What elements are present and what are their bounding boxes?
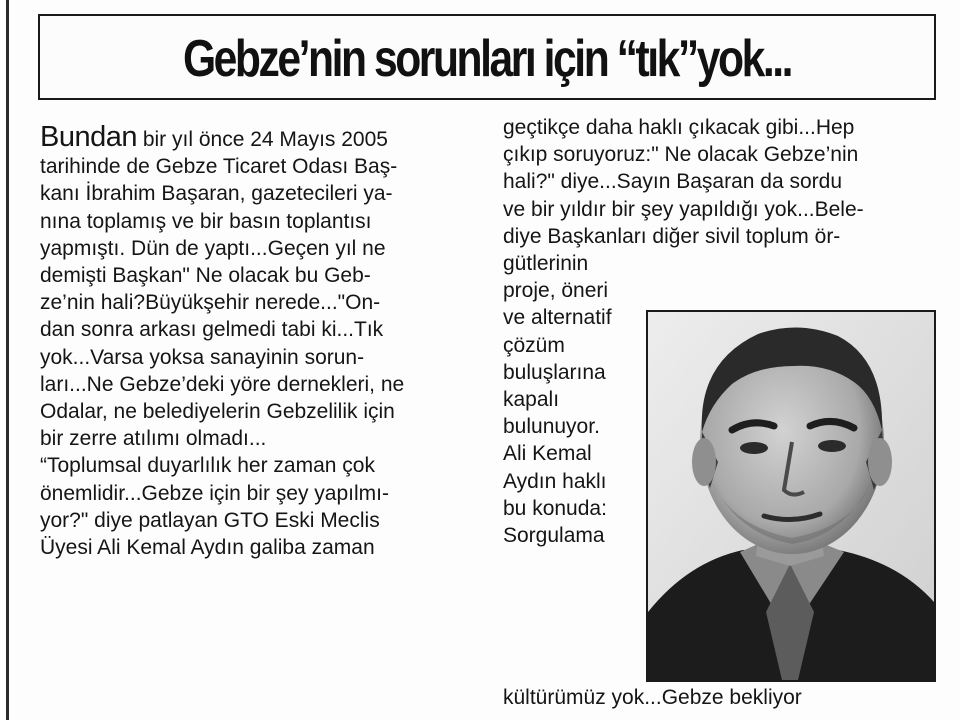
right-line: diye Başkanları diğer sivil toplum ör- bbox=[503, 224, 841, 248]
left-line: kanı İbrahim Başaran, gazetecileri ya- bbox=[40, 182, 393, 206]
portrait-photo bbox=[646, 310, 936, 682]
right-narrow-line: Sorgulama bbox=[503, 524, 605, 548]
left-column bbox=[40, 121, 480, 561]
right-line: hali?" diye...Sayın Başaran da sordu bbox=[503, 170, 842, 194]
left-line: ları...Ne Gebze’deki yöre dernekleri, ne bbox=[40, 372, 405, 396]
left-line: yapmıştı. Dün de yaptı...Geçen yıl ne bbox=[40, 236, 386, 260]
right-narrow-line: ve alternatif bbox=[503, 306, 612, 330]
right-narrow-line: kapalı bbox=[503, 388, 560, 412]
right-line: geçtikçe daha haklı çıkacak gibi...Hep bbox=[503, 116, 855, 139]
right-line: ve bir yıldır bir şey yapıldığı yok...Bele- bbox=[503, 197, 864, 221]
portrait-illustration bbox=[648, 312, 934, 680]
right-narrow-line: çözüm bbox=[503, 333, 565, 357]
headline: Gebze’nin sorunları için “tık”yok... bbox=[182, 30, 792, 88]
headline-box bbox=[38, 14, 936, 100]
right-narrow-line: bulunuyor. bbox=[503, 415, 600, 439]
right-narrow-line: bu konuda: bbox=[503, 496, 607, 520]
right-narrow-line: Aydın haklı bbox=[503, 469, 607, 493]
margin-rule bbox=[6, 0, 9, 720]
right-last-line: kültürümüz yok...Gebze bekliyor bbox=[503, 686, 802, 709]
right-narrow-line: proje, öneri bbox=[503, 279, 609, 303]
left-line: nına toplamış ve bir basın toplantısı bbox=[40, 209, 372, 233]
left-line: tarihinde de Gebze Ticaret Odası Baş- bbox=[40, 155, 398, 179]
lead-word: Bundan bbox=[40, 121, 137, 153]
right-narrow-line: buluşlarına bbox=[503, 360, 606, 384]
left-line: “Toplumsal duyarlılık her zaman çok bbox=[40, 454, 375, 478]
left-line: yok...Varsa yoksa sanayinin sorun- bbox=[40, 345, 365, 369]
left-line: bir zerre atılımı olmadı... bbox=[40, 427, 267, 451]
left-line: önemlidir...Gebze için bir şey yapılmı- bbox=[40, 481, 389, 505]
left-line: demişti Başkan" Ne olacak bu Geb- bbox=[40, 264, 371, 288]
left-line: ze’nin hali?Büyükşehir nerede..."On- bbox=[40, 291, 381, 315]
right-narrow-line: Ali Kemal bbox=[503, 442, 592, 466]
left-line: yor?" diye patlayan GTO Eski Meclis bbox=[40, 508, 380, 532]
right-narrow-line: gütlerinin bbox=[503, 252, 589, 276]
first-line-text: bir yıl önce 24 Mayıs 2005 bbox=[137, 128, 388, 151]
left-line: Üyesi Ali Kemal Aydın galiba zaman bbox=[40, 536, 375, 560]
left-line: dan sonra arkası gelmedi tabi ki...Tık bbox=[40, 318, 384, 342]
left-line: Odalar, ne belediyelerin Gebzelilik için bbox=[40, 400, 395, 424]
right-line: çıkıp soruyoruz:" Ne olacak Gebze’nin bbox=[503, 143, 859, 167]
first-line bbox=[40, 121, 480, 153]
